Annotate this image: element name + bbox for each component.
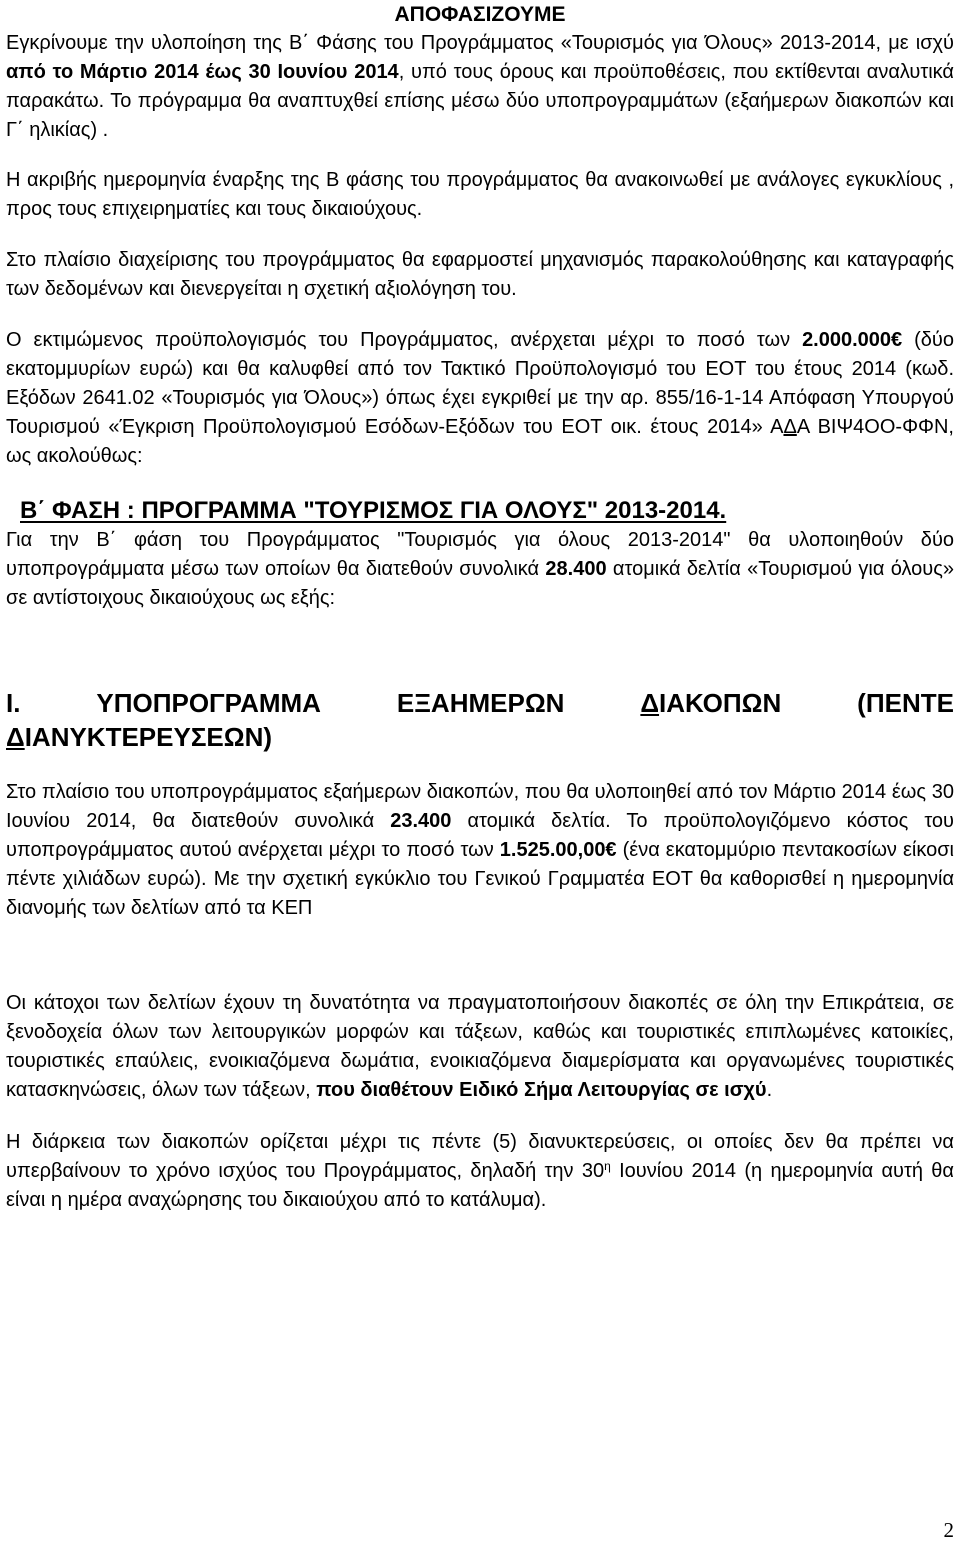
bold-run: που διαθέτουν Ειδικό Σήμα Λειτουργίας σε ισχύ [316, 1079, 767, 1101]
text-run: Εγκρίνουμε την υλοποίηση της Β΄ Φάσης του Προγράμματος «Τουρισμός για Όλους» 2013-2014, με ισχύ [6, 32, 954, 54]
superscript: η [604, 1159, 611, 1173]
text-run: Οι κάτοχοι των δελτίων έχουν τη δυνατότητα να πραγματοποιήσουν διακοπές σε όλη την Επικράτεια, σε ξενοδοχεία όλων των λειτουργικών μορφών και τάξεων, καθώς και τουριστικές επιπλωμένες κατοικίες, τουριστικές επαύλεις, ενοικιαζόμενα δωμάτια, ενοικιαζόμενα διαμερίσματα και οργανωμένες τουριστικές κατασκηνώσεις, όλων των τάξεων, [6, 992, 954, 1101]
phase-title: Β΄ ΦΑΣΗ : ΠΡΟΓΡΑΜΜΑ "ΤΟΥΡΙΣΜΟΣ ΓΙΑ ΟΛΟΥΣ" 2013-2014. [20, 497, 727, 524]
text-run: Η διάρκεια των διακοπών ορίζεται μέχρι τις πέντε (5) διανυκτερεύσεις, οι οποίες δεν θα πρέπει να υπερβαίνουν το χρόνο ισχύος του Προγράμματος, δηλαδή την 30 [6, 1131, 954, 1182]
paragraph-phase-intro [6, 526, 954, 613]
page-number: 2 [943, 1518, 954, 1542]
text-run: Α ΒΙΨ4ΟΟ-ΦΦΝ, ως ακολούθως: [6, 416, 954, 467]
subtitle-word: Ι. [6, 688, 21, 718]
text-run: Ιουνίου 2014 (η ημερομηνία αυτή θα είναι η ημέρα αναχώρησης του δικαιούχου από το κατάλυμα). [6, 1160, 954, 1211]
text-run: Ο εκτιμώμενος προϋπολογισμός του Προγράμματος, ανέρχεται μέχρι το ποσό των [6, 329, 803, 351]
text-run: (δύο εκατομμυρίων ευρώ) και θα καλυφθεί από τον Τακτικό Προϋπολογισμό του ΕΟΤ του έτους 2014 (κωδ. Εξόδων 2641.02 «Τουρισμός για Όλους») όπως έχει εγκριθεί με την αρ. 855/16-1-14 Απόφαση Υπουργού Τουρισμού «Έγκριση Προϋπολογισμού Εσόδων-Εξόδων του ΕΟΤ οικ. έτους 2014» Α [6, 329, 954, 438]
text-run: , υπό τους όρους και προϋποθέσεις, που εκτίθενται αναλυτικά παρακάτω. Το πρόγραμμα θα αναπτυχθεί επίσης μέσω δύο υποπρογραμμάτων (εξαήμερων διακοπών και Γ΄ ηλικίας) . [6, 61, 954, 141]
text-run: ΙΑΚΟΠΩΝ [659, 688, 782, 718]
bold-run: 23.400 [390, 810, 452, 832]
bold-run: 1.525.00,00€ [499, 839, 617, 861]
paragraph-subprogram [6, 778, 954, 923]
subprogram-title [6, 686, 954, 754]
paragraph-approval [6, 29, 954, 145]
subtitle-word [640, 686, 781, 720]
decision-heading: ΑΠΟΦΑΣΙΖΟΥΜΕ [394, 3, 566, 26]
text-run: Για την Β΄ φάση του Προγράμματος "Τουρισμός για όλους 2013-2014" θα υλοποιηθούν δύο υποπρογράμματα μέσω των οποίων θα διατεθούν συνολικά [6, 529, 954, 580]
text-run: Στο πλαίσιο του υποπρογράμματος εξαήμερων διακοπών, που θα υλοποιηθεί από τον Μάρτιο 2014 έως 30 Ιουνίου 2014, θα διατεθούν συνολικά [6, 781, 954, 832]
text-run: (ένα εκατομμύριο πεντακοσίων είκοσι πέντε χιλιάδων ευρώ). Με την σχετική εγκύκλιο του Γενικού Γραμματέα ΕΟΤ θα καθορισθεί η ημερομηνία διανομής των δελτίων από τα ΚΕΠ [6, 839, 955, 919]
text-run: . [766, 1079, 773, 1101]
text-run: ΙΑΝΥΚΤΕΡΕΥΣΕΩΝ) [24, 722, 273, 752]
subtitle-word: ΕΞΑΗΜΕΡΩΝ [396, 688, 565, 718]
document-page [6, 0, 954, 1215]
underlined-run: Δ [640, 688, 660, 718]
subtitle-line-2 [6, 720, 954, 754]
bold-run: από το Μάρτιο 2014 έως 30 Ιουνίου 2014 [6, 61, 399, 83]
paragraph-start-date: Η ακριβής ημερομηνία έναρξης της Β φάσης του προγράμματος θα ανακοινωθεί με ανάλογες εγκυκλίους , προς τους επιχειρηματίες και τους δικαιούχους. [6, 169, 954, 220]
text-run: ατομικά δελτία. Το προϋπολογιζόμενο κόστος του υποπρογράμματος αυτού ανέρχεται μέχρι το ποσό των [6, 810, 954, 861]
subtitle-word: (ΠΕΝΤΕ [857, 688, 954, 718]
subtitle-word: ΥΠΟΠΡΟΓΡΑΜΜΑ [96, 688, 321, 718]
underlined-run: Δ [783, 416, 797, 438]
underlined-run: Δ [6, 722, 25, 752]
paragraph-holders [6, 989, 954, 1105]
paragraph-budget [6, 326, 954, 471]
bold-run: 2.000.000€ [802, 329, 903, 351]
text-run: ατομικά δελτία «Τουρισμού για όλους» σε αντίστοιχους δικαιούχους ως εξής: [6, 558, 955, 609]
paragraph-duration [6, 1128, 954, 1215]
paragraph-monitoring: Στο πλαίσιο διαχείρισης του προγράμματος θα εφαρμοστεί μηχανισμός παρακολούθησης και καταγραφής των δεδομένων και διενεργείται η σχετική αξιολόγηση του. [6, 249, 954, 300]
bold-run: 28.400 [545, 558, 607, 580]
